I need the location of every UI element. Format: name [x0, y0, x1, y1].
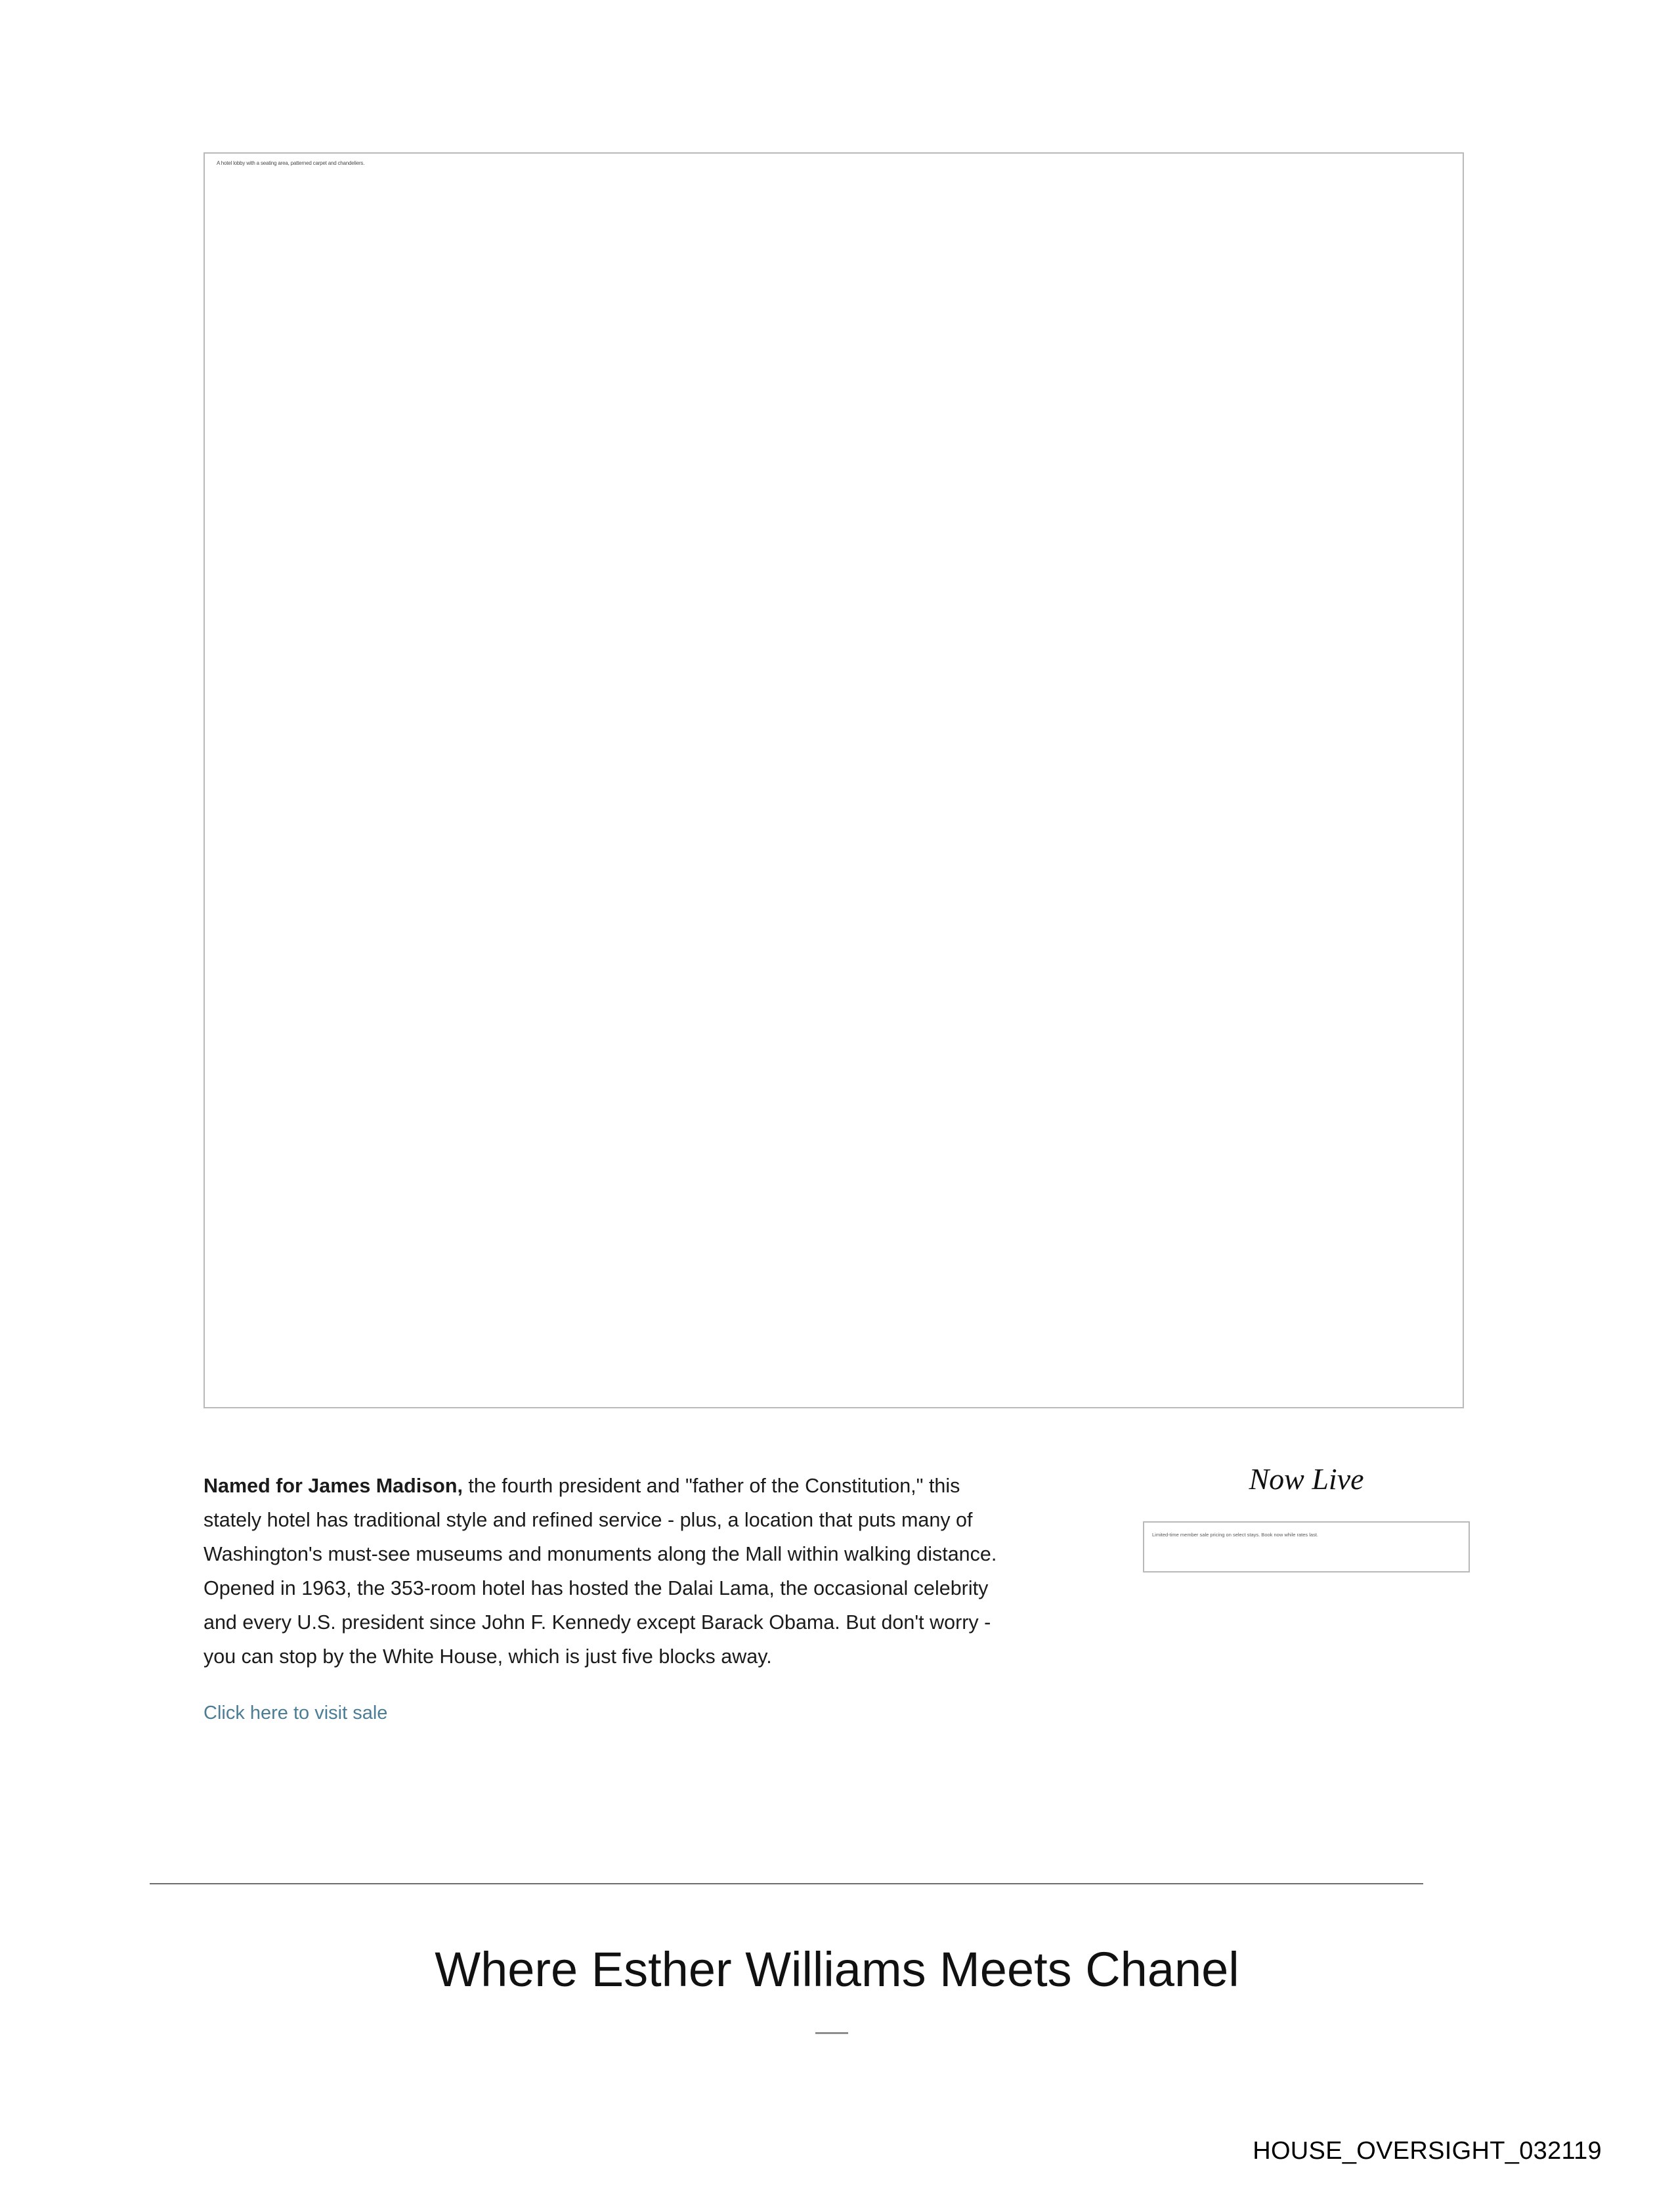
article-body-text: the fourth president and "father of the Constitution," this stately hotel has traditional style and refined service - plus, a location that puts many of Washington's must-see museums and monuments along the Mall within walking distance. Opened in 1963, the 353-room hotel has hosted the Dalai Lama, the occasional celebrity and every U.S. president since John F. Kennedy except Barack Obama. But don't worry - you can stop by the White House, which is just five blocks away.: [204, 1475, 997, 1668]
image-placeholder-caption: A hotel lobby with a seating area, patterned carpet and chandeliers.: [217, 160, 365, 166]
article-body-column: [204, 1469, 1004, 1726]
now-live-box-text: Limited-time member sale pricing on select stays. Book now while rates last.: [1152, 1532, 1319, 1538]
article-lead-in: Named for James Madison,: [204, 1475, 463, 1497]
now-live-box[interactable]: [1143, 1521, 1470, 1572]
headline-underline-rule: [815, 2032, 848, 2034]
now-live-rail: [1142, 1461, 1470, 1572]
bates-stamp: HOUSE_OVERSIGHT_032119: [1253, 2137, 1602, 2165]
article-paragraph: [204, 1469, 1004, 1674]
now-live-title: Now Live: [1249, 1462, 1364, 1496]
visit-sale-link[interactable]: Click here to visit sale: [204, 1702, 388, 1724]
section-divider: [150, 1883, 1423, 1884]
next-section-headline: Where Esther Williams Meets Chanel: [435, 1942, 1239, 1997]
article-image-placeholder: [204, 152, 1464, 1408]
